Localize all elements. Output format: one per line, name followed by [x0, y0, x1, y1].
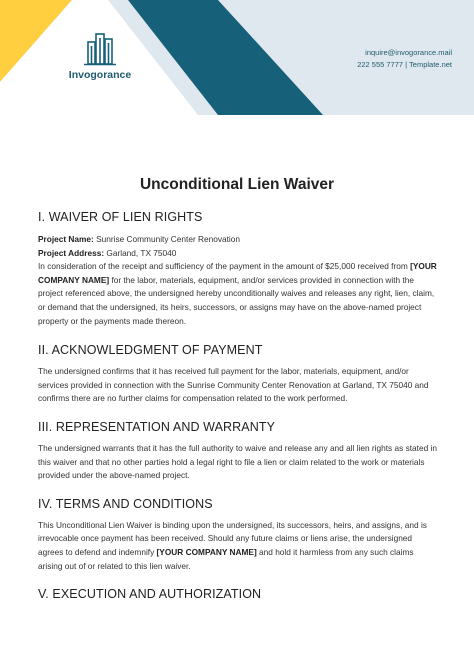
contact-info	[357, 47, 452, 70]
contact-email[interactable]: inquire@invogorance.mail	[365, 48, 452, 57]
waiver-text-part1: In consideration of the receipt and sufficiency of the payment in the amount of $25,000 received from	[38, 261, 411, 272]
project-name-label: Project Name:	[38, 234, 94, 244]
section-heading-representation: III. REPRESENTATION AND WARRANTY	[38, 419, 276, 434]
waiver-text-part2: for the labor, materials, equipment, and/or services provided in connection with the project referenced above, the undersigned hereby unconditionally waives and releases any right, lien, claim, or demand that the undersigned, its heirs, successors, or assigns may have on the above-named project property or the payments made thereon.	[38, 274, 435, 326]
terms-text-part1: This Unconditional Lien Waiver is binding upon the undersigned, its successors, heirs, and assigns, and is irrevocable once payment has been received. Should any future claims or liens arise, the undersigned agrees to defend and indemnify	[38, 519, 427, 557]
contact-phone-website: 222 555 7777 | Template.net	[357, 59, 452, 69]
building-icon	[83, 30, 117, 66]
project-address-value: Garland, TX 75040	[104, 247, 177, 258]
company-placeholder-terms: [YOUR COMPANY NAME]	[156, 546, 257, 557]
company-logo	[60, 30, 140, 81]
section-heading-terms: IV. TERMS AND CONDITIONS	[38, 496, 213, 511]
company-placeholder: [YOUR COMPANY NAME]	[38, 261, 437, 285]
brand-name: Invogorance	[68, 69, 132, 81]
terms-text-part2: and hold it harmless from any such claims arising out of or related to this lien waiver.	[38, 546, 414, 571]
terms-paragraph	[38, 519, 438, 573]
document-title: Unconditional Lien Waiver	[139, 176, 335, 193]
letterhead	[0, 0, 474, 115]
section-heading-waiver: I. WAIVER OF LIEN RIGHTS	[38, 210, 203, 224]
section-heading-acknowledgment: II. ACKNOWLEDGMENT OF PAYMENT	[38, 343, 263, 358]
project-name-line	[38, 233, 438, 247]
representation-paragraph: The undersigned warrants that it has the full authority to waive and release any and all lien rights as stated in this waiver and that no other parties hold a legal right to file a lien or claim related to the work or materials provided under the above-named project.	[38, 442, 437, 481]
project-address-label: Project Address:	[38, 247, 105, 258]
document-body	[38, 210, 438, 601]
section-heading-execution: V. EXECUTION AND AUTHORIZATION	[38, 587, 262, 602]
acknowledgment-paragraph: The undersigned confirms that it has received full payment for the labor, materials, equipment, and/or services provided in connection with the Sunrise Community Center Renovation at Garland, TX 75040 and confirms there are no further claims for compensation related to the work performed.	[38, 366, 429, 404]
waiver-paragraph	[38, 260, 438, 328]
section-waiver-body	[38, 233, 438, 328]
project-address-line	[38, 247, 438, 261]
project-name-value: Sunrise Community Center Renovation	[93, 234, 240, 244]
